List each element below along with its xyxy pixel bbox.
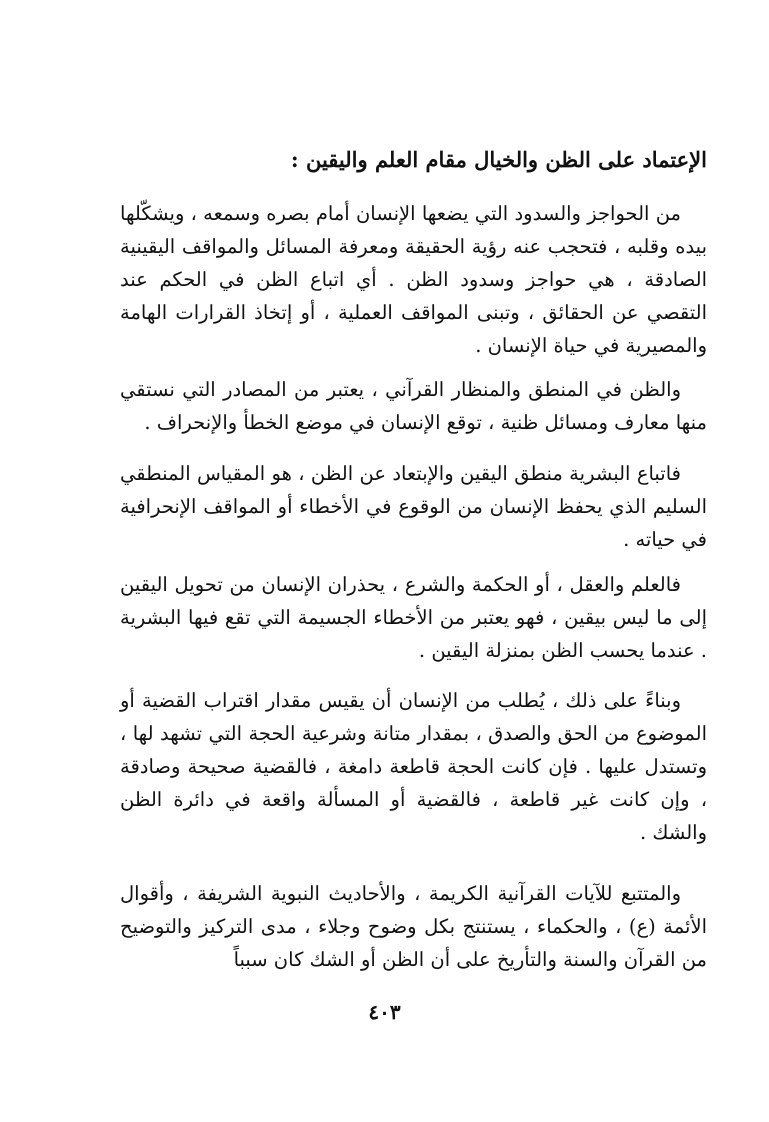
section-heading: الإعتماد على الظن والخيال مقام العلم واليقين : [290, 147, 707, 172]
paragraph-1: من الحواجز والسدود التي يضعها الإنسان أمام بصره وسمعه ، ويشكّلها بيده وقلبه ، فتحجب عنه رؤية الحقيقة ومعرفة المسائل والمواقف اليقينية الصادقة ، هي حواجز وسدود الظن . أي اتباع الظن في الحكم عند التقصي عن الحقائق ، وتبنى المواقف العملية ، أو إتخاذ القرارات الهامة والمصيرية في حياة الإنسان . [120, 201, 707, 357]
paragraph-2: والظن في المنطق والمنظار القرآني ، يعتبر من المصادر التي نستقي منها معارف ومسائل ظنية ، توقع الإنسان في موضع الخطأ والإنحراف . [120, 377, 707, 434]
page-number: ٤٠٣ [368, 1000, 401, 1024]
paragraph-5: وبناءً على ذلك ، يُطلب من الإنسان أن يقيس مقدار اقتراب القضية أو الموضوع من الحق والصدق ، بمقدار متانة وشرعية الحجة التي تشهد لها ، وتستدل عليها . فإن كانت الحجة قاطعة دامغة ، فالقضية صحيحة وصادقة ، وإن كانت غير قاطعة ، فالقضية أو المسألة واقعة في دائرة الظن والشك . [120, 688, 707, 844]
paragraph-6: والمتتبع للآيات القرآنية الكريمة ، والأحاديث النبوية الشريفة ، وأقوال الأئمة (ع) ، والحكماء ، يستنتج بكل وضوح وجلاء ، مدى التركيز والتوضيح من القرآن والسنة والتأريخ على أن الظن أو الشك كان سبباً [120, 881, 707, 971]
paragraph-3: فاتباع البشرية منطق اليقين والإبتعاد عن الظن ، هو المقياس المنطقي السليم الذي يحفظ الإنسان من الوقوع في الأخطاء أو المواقف الإنحرافية في حياته . [120, 461, 707, 551]
paragraph-4: فالعلم والعقل ، أو الحكمة والشرع ، يحذران الإنسان من تحويل اليقين إلى ما ليس بيقين ، فهو يعتبر من الأخطاء الجسيمة التي تقع فيها البشرية . عندما يحسب الظن بمنزلة اليقين . [120, 572, 707, 662]
